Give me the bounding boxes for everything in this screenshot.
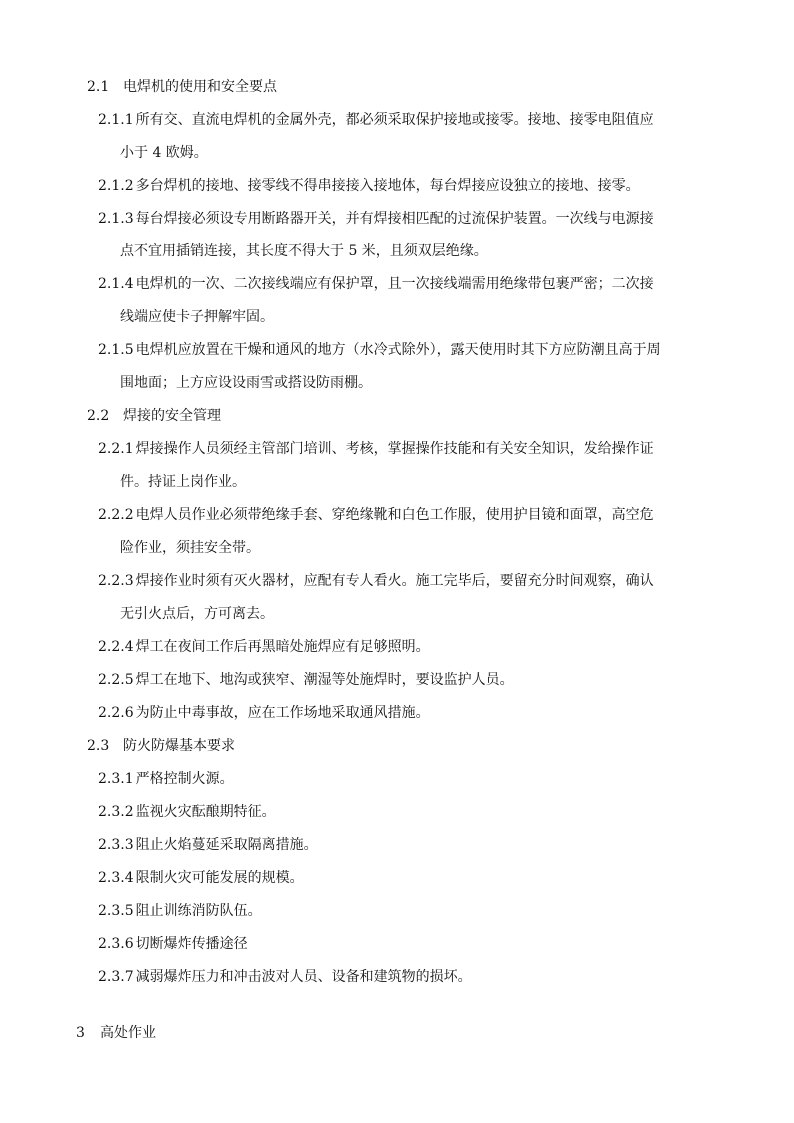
clause-2-2-6: [98, 703, 430, 723]
clause-number: 2.2.1: [98, 441, 134, 457]
clause-number: 2.2.2: [98, 507, 134, 523]
clause-text: 电焊机应放置在干燥和通风的地方（水冷式除外），露天使用时其下方应防潮且高于周: [135, 342, 661, 358]
clause-2-2-1-line-2: 件。持证上岗作业。: [120, 474, 246, 490]
clause-2-1-4-line-1: [98, 274, 654, 294]
clause-2-3-1: [98, 769, 234, 789]
clause-2-3-3: [98, 835, 318, 855]
clause-number: 2.3.2: [98, 804, 134, 820]
clause-2-1-3-line-2: 点不宜用插销连接，其长度不得大于 5 米，且须双层绝缘。: [120, 243, 488, 259]
clause-text: 阻止训练消防队伍。: [135, 903, 262, 919]
clause-number: 2.1.4: [98, 276, 134, 292]
clause-text: 焊接作业时须有灭火器材，应配有专人看火。施工完毕后，要留充分时间观察，确认: [135, 573, 654, 589]
clause-2-2-4: [98, 637, 430, 657]
clause-number: 2.1.2: [98, 178, 134, 194]
clause-text: 为防止中毒事故，应在工作场地采取通风措施。: [135, 705, 430, 721]
clause-number: 2.3.5: [98, 903, 134, 919]
clause-number: 2.3.1: [98, 771, 134, 787]
section-number: 2.2: [87, 408, 110, 424]
clause-2-1-1-line-2: 小于 4 欧姆。: [120, 145, 208, 161]
section-title: 焊接的安全管理: [123, 408, 221, 424]
clause-text: 切断爆炸传播途径: [135, 936, 248, 952]
clause-2-3-7: [98, 967, 472, 987]
clause-2-1-5-line-1: [98, 340, 661, 360]
clause-text: 每台焊接必须设专用断路器开关，并有焊接相匹配的过流保护装置。一次线与电源接: [135, 211, 654, 227]
clause-2-2-1-line-1: [98, 439, 654, 459]
clause-2-3-5: [98, 901, 262, 921]
clause-2-2-5: [98, 670, 514, 690]
section-title: 防火防爆基本要求: [123, 738, 235, 754]
clause-text: 所有交、直流电焊机的金属外壳，都必须采取保护接地或接零。接地、接零电阻值应: [135, 112, 654, 128]
clause-text: 焊接操作人员须经主管部门培训、考核，掌握操作技能和有关安全知识，发给操作证: [135, 441, 654, 457]
clause-2-1-2-line-1: [98, 176, 640, 196]
clause-number: 2.1.3: [98, 211, 134, 227]
clause-text: 限制火灾可能发展的规模。: [135, 870, 304, 886]
clause-text: 阻止火焰蔓延采取隔离措施。: [135, 837, 318, 853]
clause-text: 减弱爆炸压力和冲击波对人员、设备和建筑物的损坏。: [135, 969, 472, 985]
section-number: 2.3: [87, 738, 110, 754]
clause-2-1-1-line-1: [98, 110, 654, 130]
section-heading-2-2: [87, 406, 221, 426]
clause-2-3-4: [98, 868, 304, 888]
section-number: 2.1: [87, 79, 110, 95]
clause-number: 2.2.5: [98, 672, 134, 688]
clause-2-2-3-line-2: 无引火点后，方可离去。: [120, 606, 274, 622]
clause-text: 电焊人员作业必须带绝缘手套、穿绝缘靴和白色工作服，使用护目镜和面罩，高空危: [135, 507, 654, 523]
clause-2-2-3-line-1: [98, 571, 654, 591]
clause-2-3-2: [98, 802, 276, 822]
section-heading-2-1: [87, 77, 277, 97]
clause-2-3-6: [98, 934, 248, 954]
clause-number: 2.2.4: [98, 639, 134, 655]
section-title: 电焊机的使用和安全要点: [123, 79, 277, 95]
clause-number: 2.3.6: [98, 936, 134, 952]
clause-text: 焊工在地下、地沟或狭窄、潮湿等处施焊时，要设监护人员。: [135, 672, 514, 688]
clause-number: 2.3.7: [98, 969, 134, 985]
clause-number: 2.1.1: [98, 112, 134, 128]
section-heading-2-3: [87, 736, 235, 756]
clause-number: 2.2.3: [98, 573, 134, 589]
clause-text: 电焊机的一次、二次接线端应有保护罩，且一次接线端需用绝缘带包裹严密；二次接: [135, 276, 654, 292]
clause-number: 2.2.6: [98, 705, 134, 721]
clause-2-2-2-line-1: [98, 505, 654, 525]
clause-2-1-4-line-2: 线端应使卡子押解牢固。: [120, 309, 274, 325]
chapter-heading-3: [76, 1023, 156, 1043]
clause-number: 2.1.5: [98, 342, 134, 358]
clause-text: 监视火灾酝酿期特征。: [135, 804, 276, 820]
clause-text: 多台焊机的接地、接零线不得串接接入接地体，每台焊接应设独立的接地、接零。: [135, 178, 640, 194]
clause-number: 2.3.4: [98, 870, 134, 886]
chapter-number: 3: [76, 1025, 85, 1041]
clause-number: 2.3.3: [98, 837, 134, 853]
clause-text: 焊工在夜间工作后再黑暗处施焊应有足够照明。: [135, 639, 430, 655]
clause-2-1-3-line-1: [98, 209, 654, 229]
clause-2-1-5-line-2: 围地面；上方应设设雨雪或搭设防雨棚。: [120, 375, 372, 391]
clause-text: 严格控制火源。: [135, 771, 234, 787]
clause-2-2-2-line-2: 险作业，须挂安全带。: [120, 540, 260, 556]
chapter-title: 高处作业: [100, 1025, 156, 1041]
